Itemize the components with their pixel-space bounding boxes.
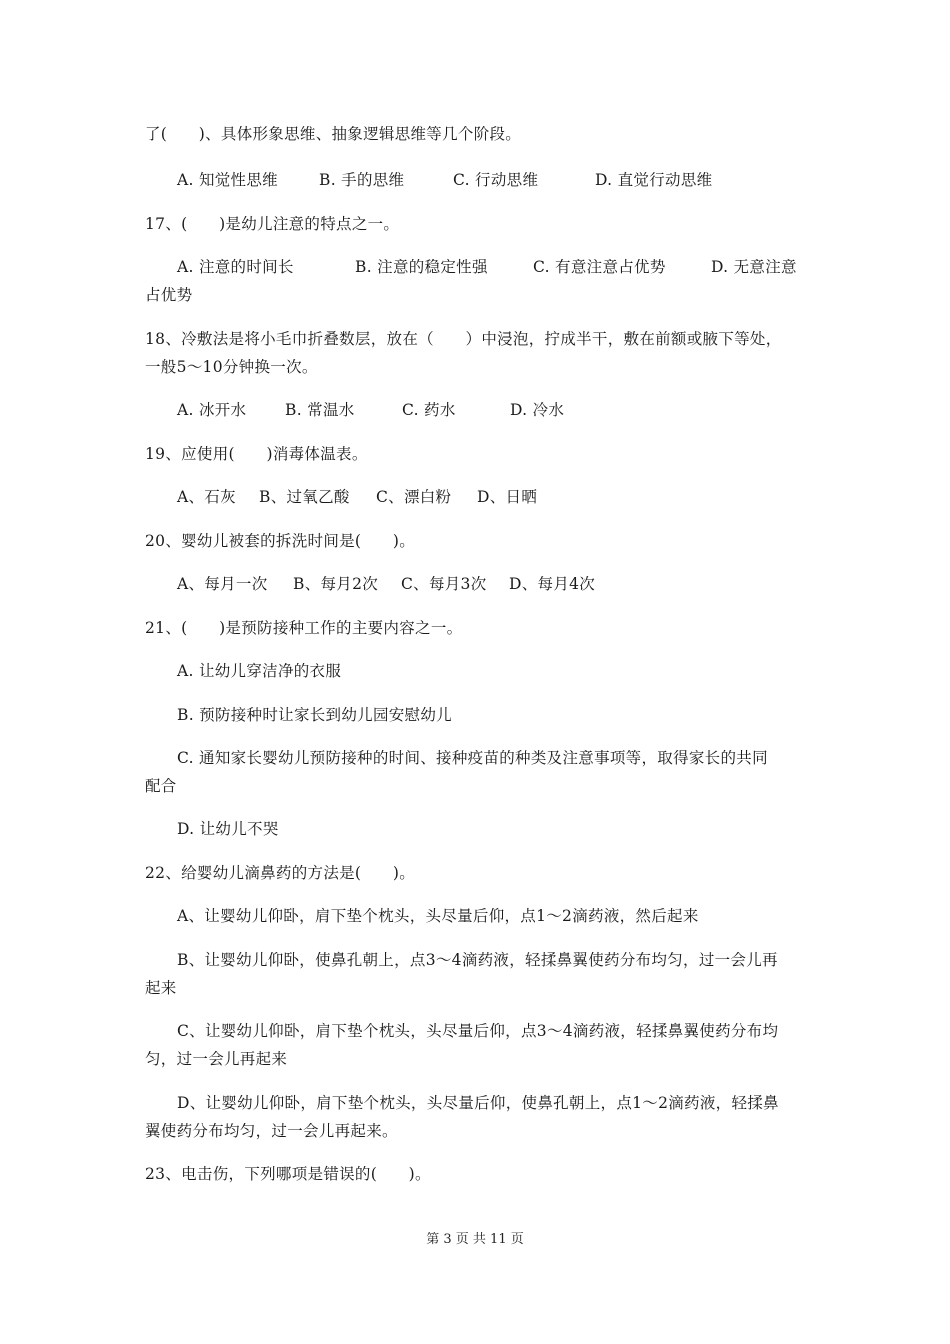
question-22-option-c: C、让婴幼儿仰卧，肩下垫个枕头，头尽量后仰，点3～4滴药液，轻揉鼻翼使药分布均 — [177, 1022, 779, 1040]
question-20: 20、婴幼儿被套的拆洗时间是( )。 — [145, 532, 416, 550]
option-a: A、石灰 — [177, 488, 236, 506]
question-21-option-d: D. 让幼儿不哭 — [177, 820, 279, 838]
question-21-option-c: C. 通知家长婴幼儿预防接种的时间、接种疫苗的种类及注意事项等，取得家长的共同 — [177, 749, 768, 767]
question-17-options — [177, 257, 842, 277]
question-17-option-d-continuation: 占优势 — [145, 286, 193, 304]
question-17: 17、( )是幼儿注意的特点之一。 — [145, 215, 400, 233]
question-22: 22、给婴幼儿滴鼻药的方法是( )。 — [145, 864, 416, 882]
option-c: C. 有意注意占优势 — [533, 258, 666, 276]
question-16-continuation: 了( )、具体形象思维、抽象逻辑思维等几个阶段。 — [145, 125, 522, 143]
question-22-option-b-continuation: 起来 — [145, 979, 177, 997]
option-b: B. 常温水 — [285, 401, 355, 419]
question-16-options — [177, 170, 842, 190]
question-23: 23、电击伤，下列哪项是错误的( )。 — [145, 1165, 431, 1183]
question-21-option-a: A. 让幼儿穿洁净的衣服 — [177, 662, 342, 680]
option-d: D、日晒 — [477, 488, 538, 506]
question-18-line-2: 一般5～10分钟换一次。 — [145, 358, 318, 376]
option-d: D. 直觉行动思维 — [595, 171, 713, 189]
question-21: 21、( )是预防接种工作的主要内容之一。 — [145, 619, 463, 637]
option-a: A. 知觉性思维 — [177, 171, 278, 189]
option-a: A、每月一次 — [177, 575, 268, 593]
option-c: C. 药水 — [402, 401, 456, 419]
question-22-option-d-continuation: 翼使药分布均匀，过一会儿再起来。 — [145, 1122, 398, 1140]
question-18-line-1: 18、冷敷法是将小毛巾折叠数层，放在（ ）中浸泡，拧成半干，敷在前额或腋下等处， — [145, 330, 782, 348]
question-22-option-b: B、让婴幼儿仰卧，使鼻孔朝上，点3～4滴药液，轻揉鼻翼使药分布均匀，过一会儿再 — [177, 951, 778, 969]
option-d: D. 冷水 — [510, 401, 565, 419]
question-21-option-c-continuation: 配合 — [145, 777, 177, 795]
question-19-options — [177, 487, 842, 507]
page-number-footer: 第 3 页 共 11 页 — [426, 1232, 524, 1247]
question-20-options — [177, 574, 842, 594]
option-c: C、每月3次 — [401, 575, 487, 593]
option-d: D、每月4次 — [509, 575, 596, 593]
question-21-option-b: B. 预防接种时让家长到幼儿园安慰幼儿 — [177, 706, 452, 724]
question-18-options — [177, 400, 842, 420]
option-a: A. 注意的时间长 — [177, 258, 294, 276]
option-b: B、每月2次 — [293, 575, 379, 593]
question-22-option-c-continuation: 匀，过一会儿再起来 — [145, 1050, 288, 1068]
question-22-option-d: D、让婴幼儿仰卧，肩下垫个枕头，头尽量后仰，使鼻孔朝上，点1～2滴药液，轻揉鼻 — [177, 1094, 779, 1112]
question-19: 19、应使用( )消毒体温表。 — [145, 445, 368, 463]
option-b: B. 手的思维 — [319, 171, 405, 189]
option-b: B. 注意的稳定性强 — [355, 258, 488, 276]
option-a: A. 冰开水 — [177, 401, 247, 419]
option-d: D. 无意注意 — [711, 258, 797, 276]
option-c: C. 行动思维 — [453, 171, 539, 189]
option-b: B、过氧乙酸 — [259, 488, 350, 506]
option-c: C、漂白粉 — [376, 488, 452, 506]
question-22-option-a: A、让婴幼儿仰卧，肩下垫个枕头，头尽量后仰，点1～2滴药液，然后起来 — [177, 907, 699, 925]
